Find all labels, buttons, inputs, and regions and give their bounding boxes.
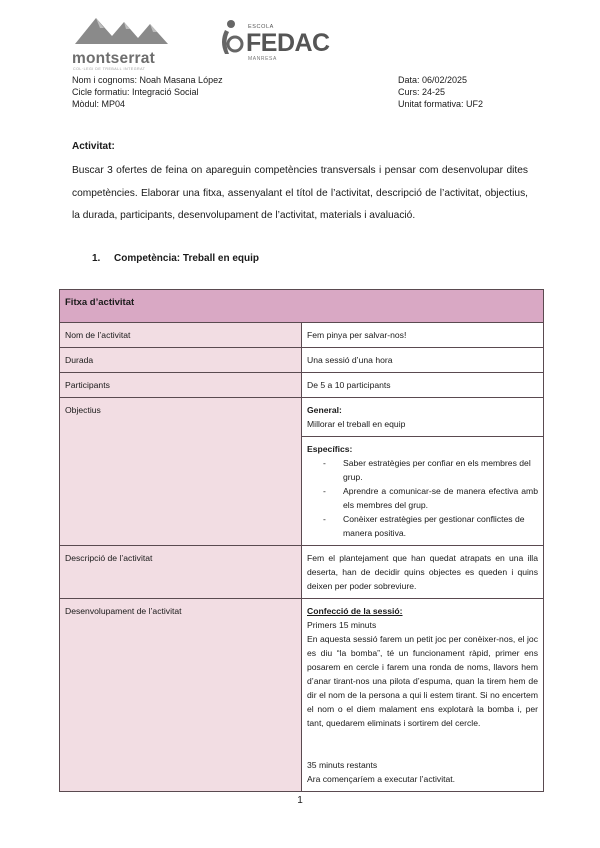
specific-list	[307, 456, 538, 540]
table-row	[60, 398, 544, 437]
specific-objectives	[302, 437, 544, 546]
student-name: Nom i cognoms: Noah Masana López	[72, 75, 223, 85]
activity-sheet-table	[59, 289, 544, 792]
specific-title: Específics:	[307, 444, 353, 454]
remaining-text: Ara començaríem a executar l’activitat.	[307, 774, 456, 784]
module: Mòdul: MP04	[72, 99, 126, 109]
row-label: Durada	[60, 348, 302, 373]
montserrat-wordmark: montserrat	[72, 50, 155, 67]
montserrat-mountain-icon	[72, 14, 172, 54]
table-row	[60, 599, 544, 792]
competence-heading	[92, 253, 259, 264]
table-row	[60, 373, 544, 398]
montserrat-logo	[72, 14, 172, 76]
course: Curs: 24-25	[398, 87, 446, 97]
activity-title: Activitat:	[72, 141, 115, 152]
row-label: Objectius	[60, 398, 302, 546]
row-label: Nom de l’activitat	[60, 323, 302, 348]
development-title: Confecció de la sessió:	[307, 606, 403, 616]
fedac-wordmark: FEDAC	[246, 29, 330, 57]
general-text: Millorar el treball en equip	[307, 419, 406, 429]
table-row	[60, 323, 544, 348]
development-value	[302, 599, 544, 792]
row-value: Fem pinya per salvar-nos!	[302, 323, 544, 348]
competence-number: 1.	[92, 253, 101, 264]
fedac-city-text: MANRESA	[248, 56, 277, 62]
fedac-logo	[215, 18, 330, 64]
date-info	[398, 74, 483, 110]
competence-title: Competència: Treball en equip	[114, 253, 260, 264]
table-row	[60, 348, 544, 373]
list-item: - Saber estratègies per confiar en els membres del grup.	[323, 456, 538, 484]
list-item: - Conèixer estratègies per gestionar conflictes de manera positiva.	[323, 512, 538, 540]
row-value: De 5 a 10 participants	[302, 373, 544, 398]
activity-description: Buscar 3 ofertes de feina on apareguin competències transversals i pensar com desenvolupar dites competències. Elaborar una fitxa, assenyalant el títol de l’activitat, descripció de l’activitat, objectius, la durada, participants, desenvolupament de l’activitat, materials i avaluació.	[72, 165, 528, 221]
list-item: - Aprendre a comunicar-se de manera efectiva amb els membres del grup.	[323, 484, 538, 512]
table-row	[60, 290, 544, 323]
montserrat-subtitle: COL·LEGI DE TREBALL INTEGRAT	[73, 67, 146, 71]
unit: Unitat formativa: UF2	[398, 99, 484, 109]
development-text: En aquesta sessió farem un petit joc per conèixer-nos, el joc es diu “la bomba”, té un funcionament ràpid, primer ens posarem en cercle i farem una ronda de noms, llavors hem d’anar tirant-nos una pilota d’espuma, quan la tirem hem de dir el nom de la persona a qui li estem tirant. Si no encertem el nom o el diem malament ens explotarà la bomba i, per tant, quedarem eliminats i sortirem del cercle.	[307, 634, 538, 728]
date: Data: 06/02/2025	[398, 75, 468, 85]
row-label: Participants	[60, 373, 302, 398]
row-label: Descripció de l’activitat	[60, 546, 302, 599]
general-title: General:	[307, 405, 342, 415]
row-value: Una sessió d’una hora	[302, 348, 544, 373]
cycle: Cicle formatiu: Integració Social	[72, 87, 199, 97]
row-value: Fem el plantejament que han quedat atrapats en una illa deserta, han de decidir quins objectes es queden i quins deixen per poder sobreviure.	[302, 546, 544, 599]
row-label: Desenvolupament de l’activitat	[60, 599, 302, 792]
table-header: Fitxa d’activitat	[60, 290, 544, 323]
page-number: 1	[297, 795, 303, 806]
table-row	[60, 546, 544, 599]
fedac-escola-text: ESCOLA	[248, 24, 274, 30]
first-minutes: Primers 15 minuts	[307, 620, 377, 630]
fedac-symbol-icon	[215, 18, 245, 62]
remaining-minutes: 35 minuts restants	[307, 760, 378, 770]
student-info	[72, 74, 223, 110]
general-objective	[302, 398, 544, 437]
